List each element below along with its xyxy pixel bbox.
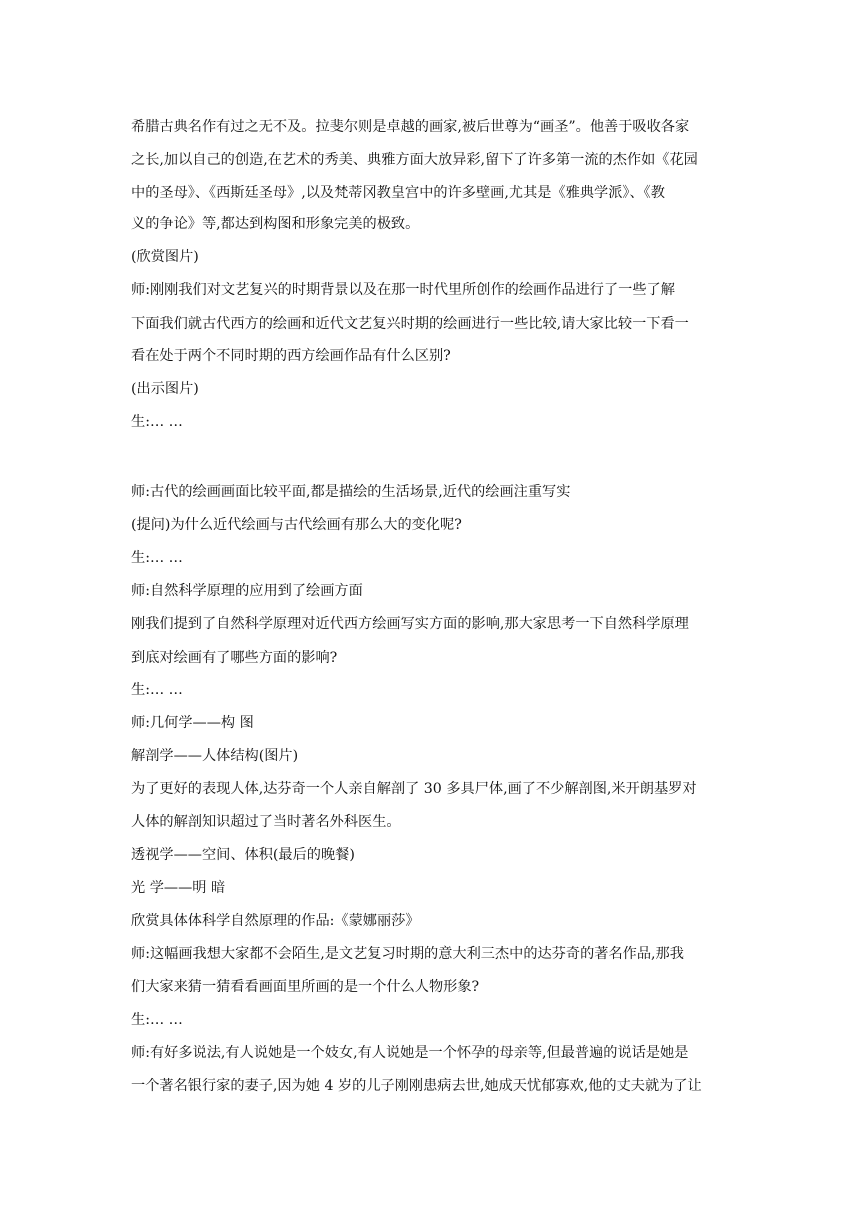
text-line: 光 学——明 暗 bbox=[131, 880, 226, 896]
text-line: 人体的解剖知识超过了当时著名外科医生。 bbox=[131, 814, 401, 830]
text-line: 生:… … bbox=[131, 414, 183, 430]
text-line: 一个著名银行家的妻子,因为她 4 岁的儿子刚刚患病去世,她成天忧郁寡欢,他的丈夫就为了让 bbox=[131, 1078, 702, 1094]
text-line: (提问)为什么近代绘画与古代绘画有那么大的变化呢? bbox=[131, 517, 462, 533]
text-line: 欣赏具体体科学自然原理的作品:《蒙娜丽莎》 bbox=[131, 913, 420, 929]
text-line: 为了更好的表现人体,达芬奇一个人亲自解剖了 30 多具尸体,画了不少解剖图,米开朗基罗对 bbox=[131, 781, 697, 797]
text-line: 义的争论》等,都达到构图和形象完美的极致。 bbox=[131, 216, 420, 232]
text-line: 到底对绘画有了哪些方面的影响? bbox=[131, 650, 338, 666]
text-line: 希腊古典名作有过之无不及。拉斐尔则是卓越的画家,被后世尊为“画圣”。他善于吸收各家 bbox=[131, 119, 690, 135]
text-line: (出示图片) bbox=[131, 381, 199, 397]
text-line: 师:几何学——构 图 bbox=[131, 715, 254, 731]
text-line: 生:… … bbox=[131, 682, 183, 698]
text-line: 下面我们就古代西方的绘画和近代文艺复兴时期的绘画进行一些比较,请大家比较一下看一 bbox=[131, 316, 689, 332]
text-line: 师:有好多说法,有人说她是一个妓女,有人说她是一个怀孕的母亲等,但最普遍的说话是她是 bbox=[131, 1045, 689, 1061]
text-line: 师:这幅画我想大家都不会陌生,是文艺复习时期的意大利三杰中的达芬奇的著名作品,那我 bbox=[131, 946, 684, 962]
text-line: 之长,加以自己的创造,在艺术的秀美、典雅方面大放异彩,留下了许多第一流的杰作如《花园 bbox=[131, 152, 698, 168]
text-line: 生:… … bbox=[131, 550, 183, 566]
text-line: 刚我们提到了自然科学原理对近代西方绘画写实方面的影响,那大家思考一下自然科学原理 bbox=[131, 616, 689, 632]
text-line: 师:刚刚我们对文艺复兴的时期背景以及在那一时代里所创作的绘画作品进行了一些了解 bbox=[131, 282, 675, 298]
text-line: (欣赏图片) bbox=[131, 249, 199, 265]
text-line: 解剖学——人体结构(图片) bbox=[131, 748, 299, 764]
text-line: 中的圣母》、《西斯廷圣母》,以及梵蒂冈教皇宫中的许多壁画,尤其是《雅典学派》、《教 bbox=[131, 185, 665, 201]
text-line: 生:… … bbox=[131, 1012, 183, 1028]
text-line: 透视学——空间、体积(最后的晚餐) bbox=[131, 847, 355, 863]
text-line: 师:古代的绘画画面比较平面,都是描绘的生活场景,近代的绘画注重写实 bbox=[131, 484, 571, 500]
text-line: 们大家来猜一猜看看画面里所画的是一个什么人物形象? bbox=[131, 979, 480, 995]
text-line: 师:自然科学原理的应用到了绘画方面 bbox=[131, 583, 363, 599]
text-line: 看在处于两个不同时期的西方绘画作品有什么区别? bbox=[131, 348, 451, 364]
